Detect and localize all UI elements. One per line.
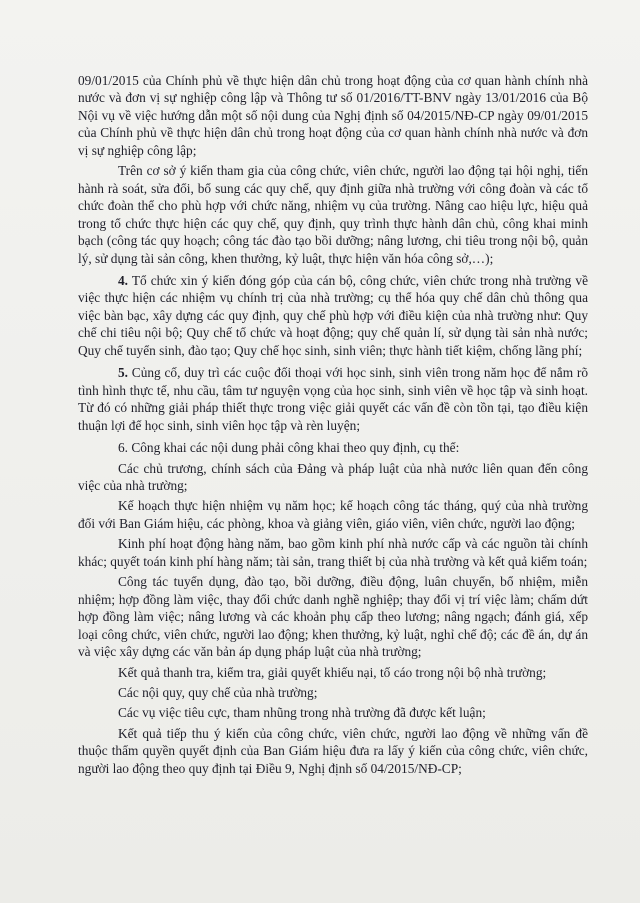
disclosure-item: Kinh phí hoạt động hàng năm, bao gồm kinh phí nhà nước cấp và các nguồn tài chính khác; quyết toán kinh phí hàng năm; tài sản, trang thiết bị của nhà trường và kết quả kiểm toán; (78, 536, 588, 569)
document-body (78, 72, 588, 777)
disclosure-item: Các nội quy, quy chế của nhà trường; (118, 684, 318, 700)
item-4-number: 4. (118, 272, 129, 288)
item-6-heading: 6. Công khai các nội dung phải công khai theo quy định, cụ thể: (118, 440, 460, 456)
disclosure-item: Các chủ trương, chính sách của Đảng và pháp luật của nhà nước liên quan đến công việc của nhà trường; (78, 460, 588, 493)
disclosure-item: Kết quả thanh tra, kiểm tra, giải quyết khiếu nại, tố cáo trong nội bộ nhà trường; (118, 664, 547, 680)
paragraph-basis: Trên cơ sở ý kiến tham gia của công chức, viên chức, người lao động tại hội nghị, tiến hành rà soát, sửa đổi, bổ sung các quy chế, quy định giữa nhà trường với công đoàn và các tổ chức đoàn thể cho phù hợp với chức năng, nhiệm vụ của trường. Nâng cao hiệu lực, hiệu quả trong tổ chức thực hiện các quy chế, quy định, quy trình thực hành dân chủ, công khai minh bạch (công tác quy hoạch; công tác đào tạo bồi dưỡng; nâng lương, chi tiêu trong nội bộ, quản lý, sử dụng tài sản công, khen thưởng, kỷ luật, thực hiện văn hóa công sở,…); (78, 163, 588, 266)
item-5-number: 5. (118, 365, 129, 381)
disclosure-item: Kết quả tiếp thu ý kiến của công chức, viên chức, người lao động về những vấn đề thuộc thẩm quyền quyết định của Ban Giám hiệu đưa ra lấy ý kiến của công chức, viên chức, người lao động theo quy định tại Điều 9, Nghị định số 04/2015/NĐ-CP; (78, 725, 588, 776)
item-5 (78, 364, 588, 434)
item-5-text: Củng cố, duy trì các cuộc đối thoại với học sinh, sinh viên trong năm học để nắm rõ tình hình thực tế, nhu cầu, tâm tư nguyện vọng của học sinh, sinh viên về học tập và sinh hoạt. Từ đó có những giải pháp thiết thực trong việc giải quyết các vấn đề còn tồn tại, tạo điều kiện thuận lợi để học sinh, sinh viên học tập và rèn luyện; (78, 365, 588, 433)
paragraph-intro-continuation: 09/01/2015 của Chính phủ về thực hiện dân chủ trong hoạt động của cơ quan hành chính nhà nước và đơn vị sự nghiệp công lập và Thông tư số 01/2016/TT-BNV ngày 13/01/2016 của Bộ Nội vụ về việc hướng dẫn một số nội dung của Nghị định số 04/2015/NĐ-CP ngày 09/01/2015 của Chính phủ về thực hiện dân chủ trong hoạt động của cơ quan hành chính nhà nước và đơn vị sự nghiệp công lập; (78, 73, 588, 158)
disclosure-item: Kế hoạch thực hiện nhiệm vụ năm học; kế hoạch công tác tháng, quý của nhà trường đối với Ban Giám hiệu, các phòng, khoa và giảng viên, giáo viên, viên chức, người lao động; (78, 498, 588, 531)
disclosure-item: Công tác tuyển dụng, đào tạo, bồi dưỡng, điều động, luân chuyển, bổ nhiệm, miễn nhiệm; hợp đồng làm việc, thay đổi chức danh nghề nghiệp; thay đổi vị trí việc làm; chấm dứt hợp đồng làm việc; nâng lương và các khoản phụ cấp theo lương; nâng ngạch; đánh giá, xếp loại công chức, viên chức, người lao động; khen thưởng, kỷ luật, nghỉ chế độ; các đề án, dự án và việc xây dựng các văn bản áp dụng pháp luật của nhà trường; (78, 574, 588, 660)
item-4 (78, 272, 588, 359)
item-4-text: Tổ chức xin ý kiến đóng góp của cán bộ, công chức, viên chức trong nhà trường về việc thực hiện các nhiệm vụ chính trị của nhà trường; cụ thể hóa quy chế dân chủ thông qua việc bàn bạc, xây dựng các quy định, quy chế phù hợp với điều kiện của nhà trường như: Quy chế chi tiêu nội bộ; Quy chế tổ chức và hoạt động; quy chế quản lí, sử dụng tài sản nhà nước; Quy chế tuyển sinh, đào tạo; Quy chế học sinh, sinh viên; thực hành tiết kiệm, chống lãng phí; (78, 272, 588, 358)
disclosure-item: Các vụ việc tiêu cực, tham nhũng trong nhà trường đã được kết luận; (118, 705, 486, 721)
